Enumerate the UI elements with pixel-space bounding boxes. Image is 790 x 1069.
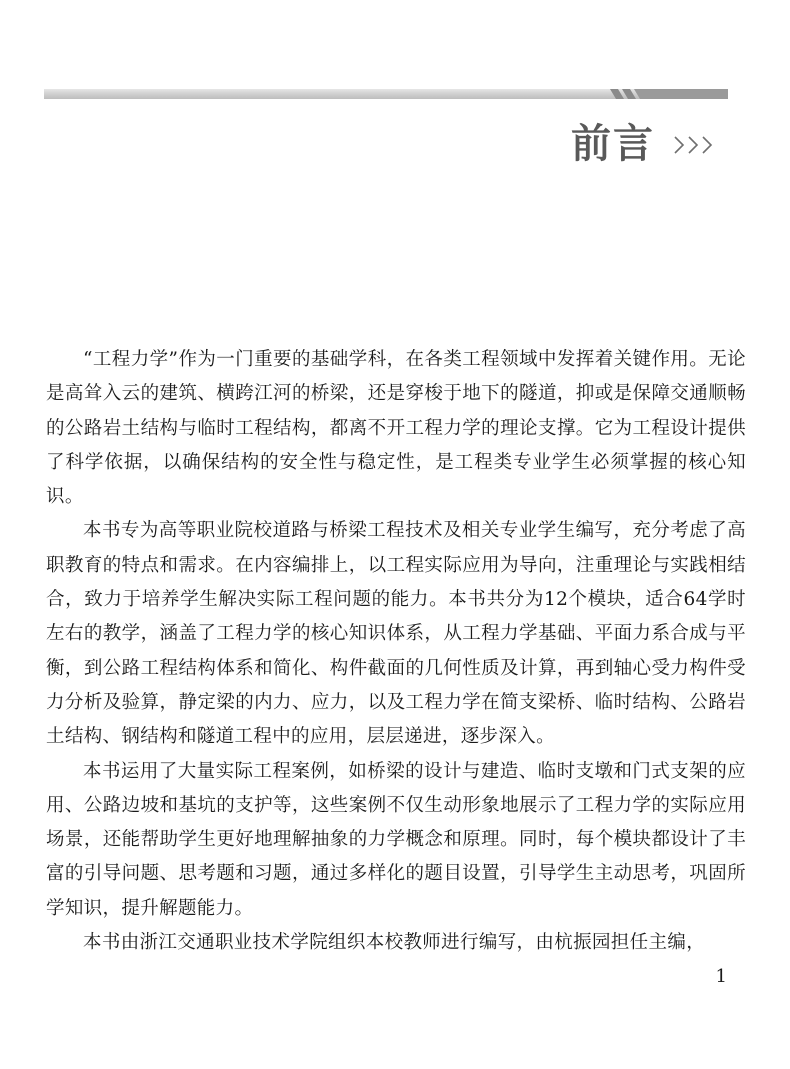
- header-decorative-bar: [44, 88, 728, 100]
- paragraph-authors: 本书由浙江交通职业技术学院组织本校教师进行编写，由杭振园担任主编，: [83, 932, 706, 954]
- paragraph-case-studies: 本书运用了大量实际工程案例，如桥梁的设计与建造、临时支墩和门式支架的应用、公路边坡和基坑的支护等，这些案例不仅生动形象地展示了工程力学的实际应用场景，还能帮助学生更好地理解抽象的力学概念和原理。同时，每个模块都设计了丰富的引导问题、思考题和习题，通过多样化的题目设置，引导学生主动思考，巩固所学知识，提升解题能力。: [46, 760, 746, 919]
- triple-chevron-icon: [673, 134, 715, 156]
- page-number: 1: [715, 966, 727, 987]
- page-title: 前言: [571, 121, 655, 167]
- paragraph-book-purpose: 本书专为高等职业院校道路与桥梁工程技术及相关专业学生编写，充分考虑了高职教育的特点和需求。在内容编排上，以工程实际应用为导向，注重理论与实践相结合，致力于培养学生解决实际工程问题的能力。本书共分为12个模块，适合64学时左右的教学，涵盖了工程力学的核心知识体系，从工程力学基础、平面力系合成与平衡，到公路工程结构体系和简化、构件截面的几何性质及计算，再到轴心受力构件受力分析及验算，静定梁的内力、应力，以及工程力学在简支梁桥、临时结构、公路岩土结构、钢结构和隧道工程中的应用，层层递进，逐步深入。: [46, 520, 746, 748]
- preface-body: [46, 343, 746, 960]
- page-heading: [571, 112, 715, 169]
- paragraph-intro: “工程力学”作为一门重要的基础学科，在各类工程领域中发挥着关键作用。无论是高耸入云的建筑、横跨江河的桥梁，还是穿梭于地下的隧道，抑或是保障交通顺畅的公路岩土结构与临时工程结构，都离不开工程力学的理论支撑。它为工程设计提供了科学依据，以确保结构的安全性与稳定性，是工程类专业学生必须掌握的核心知识。: [46, 349, 746, 508]
